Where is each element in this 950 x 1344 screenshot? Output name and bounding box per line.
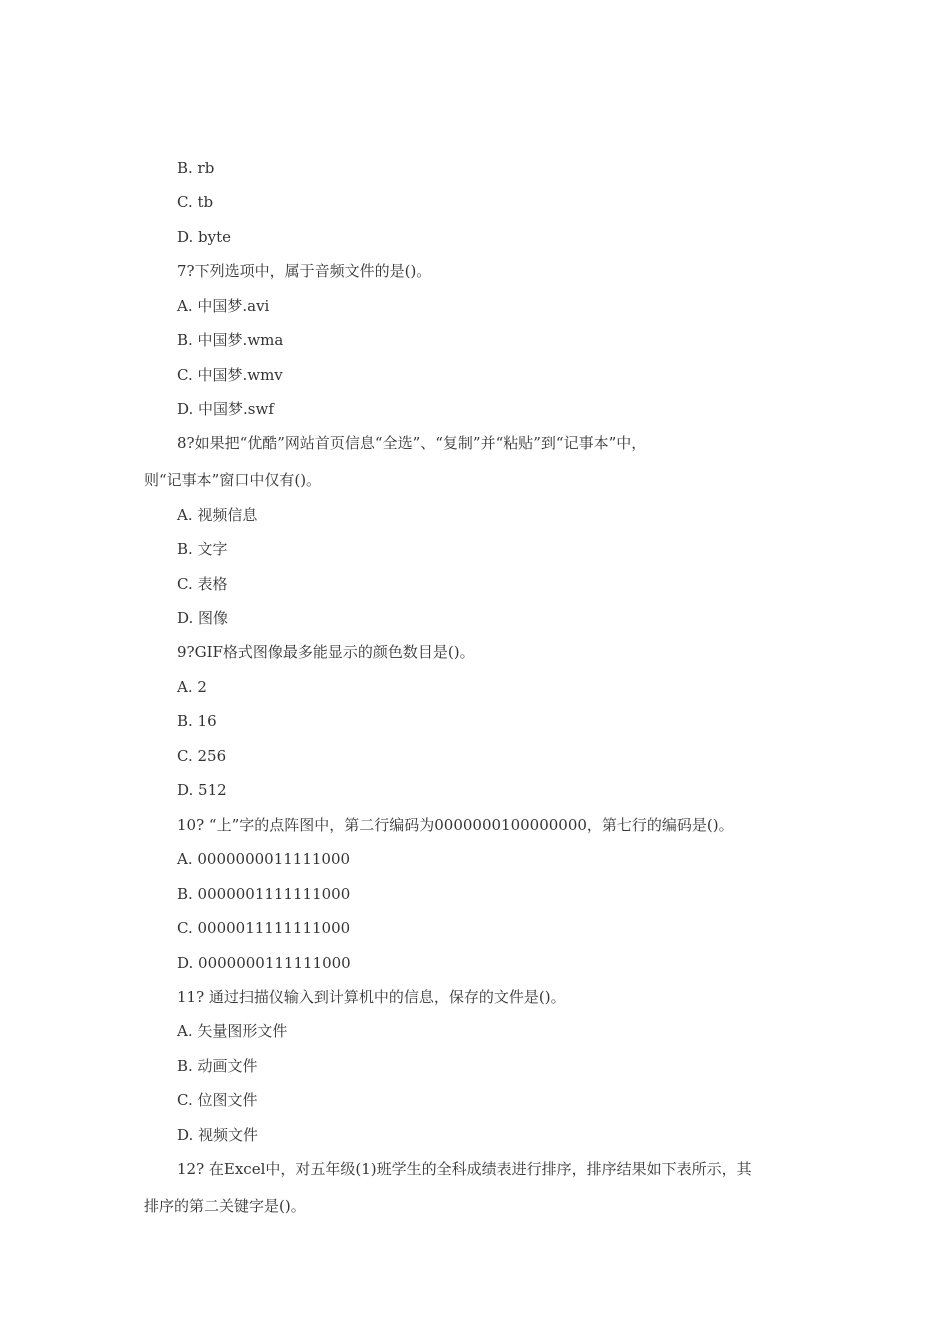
option-b-rb: B. rb — [177, 159, 215, 177]
option-c-tb: C. tb — [177, 193, 214, 211]
question-9: 9?GIF格式图像最多能显示的颜色数目是()。 — [177, 643, 475, 661]
question-9-option-b: B. 16 — [177, 712, 217, 730]
question-8-option-a: A. 视频信息 — [177, 506, 258, 524]
question-10-option-a: A. 0000000011111000 — [177, 850, 351, 868]
question-11: 11? 通过扫描仪输入到计算机中的信息，保存的文件是()。 — [177, 988, 566, 1006]
question-7-option-a: A. 中国梦.avi — [177, 297, 270, 315]
question-9-option-c: C. 256 — [177, 747, 227, 765]
question-9-option-d: D. 512 — [177, 781, 227, 799]
question-10-option-c: C. 0000011111111000 — [177, 919, 351, 937]
question-7-option-b: B. 中国梦.wma — [177, 331, 284, 349]
question-11-option-a: A. 矢量图形文件 — [177, 1022, 288, 1040]
question-8-option-d: D. 图像 — [177, 609, 229, 627]
question-8-option-b: B. 文字 — [177, 540, 228, 558]
question-8-continuation: 则“记事本”窗口中仅有()。 — [144, 471, 322, 489]
question-10-option-d: D. 0000000111111000 — [177, 954, 351, 972]
question-11-option-b: B. 动画文件 — [177, 1057, 258, 1075]
option-d-byte: D. byte — [177, 228, 232, 246]
question-11-option-d: D. 视频文件 — [177, 1126, 259, 1144]
question-7: 7?下列选项中，属于音频文件的是()。 — [177, 262, 432, 280]
question-12-continuation: 排序的第二关键字是()。 — [144, 1197, 306, 1215]
question-10: 10? “上”字的点阵图中，第二行编码为0000000100000000，第七行的编码是()。 — [177, 816, 734, 834]
question-8: 8?如果把“优酷”网站首页信息“全选”、“复制”并“粘贴”到“记事本”中， — [177, 434, 647, 452]
question-10-option-b: B. 0000001111111000 — [177, 885, 351, 903]
question-7-option-c: C. 中国梦.wmv — [177, 366, 283, 384]
question-12: 12? 在Excel中，对五年级(1)班学生的全科成绩表进行排序，排序结果如下表所示，其 — [177, 1160, 752, 1178]
question-11-option-c: C. 位图文件 — [177, 1091, 258, 1109]
question-7-option-d: D. 中国梦.swf — [177, 400, 274, 418]
question-8-option-c: C. 表格 — [177, 575, 228, 593]
question-9-option-a: A. 2 — [177, 678, 207, 696]
